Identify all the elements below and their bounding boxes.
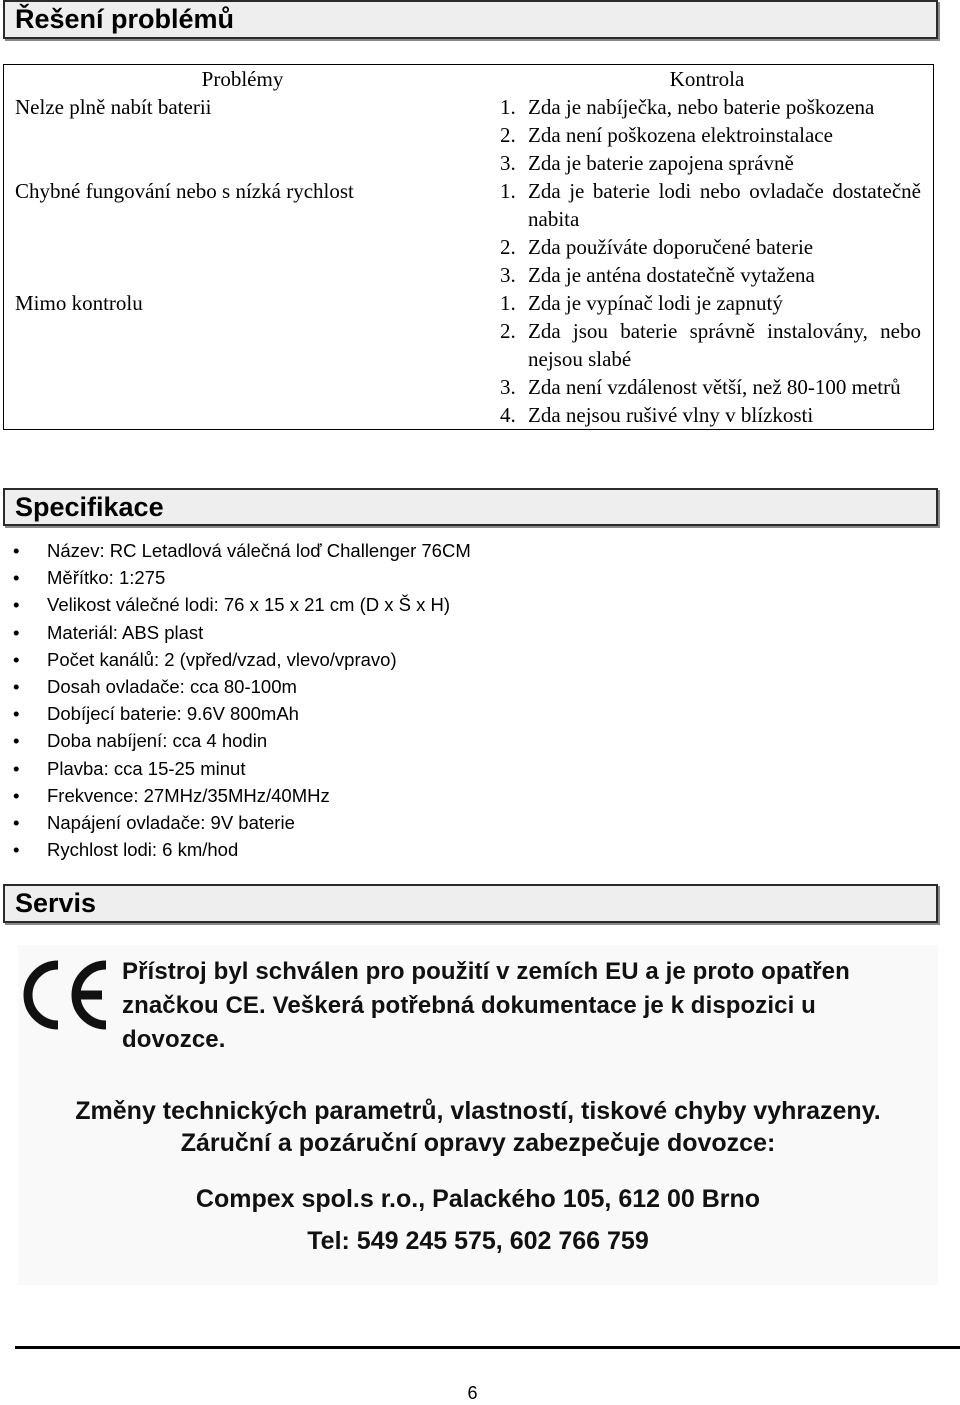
page-number: 6: [467, 1383, 478, 1403]
bullet-icon: •: [13, 648, 20, 670]
bullet-icon: •: [13, 784, 20, 806]
check-item: 2. Zda není poškozena elektroinstalace: [500, 123, 833, 147]
problem-cell: Chybné fungování nebo s nízká rychlost: [15, 179, 354, 203]
table-row: [4, 177, 934, 289]
check-item: 2. Zda používáte doporučené baterie: [500, 235, 814, 259]
list-item: • Doba nabíjení: cca 4 hodin: [0, 727, 471, 754]
company-phone: Tel: 549 245 575, 602 766 759: [307, 1227, 649, 1255]
list-item: • Velikost válečné lodi: 76 x 15 x 21 cm (D x Š x H): [0, 591, 471, 618]
company-address: Compex spol.s r.o., Palackého 105, 612 00 Brno: [195, 1185, 761, 1213]
check-item: 1. Zda je baterie lodi nebo ovladače dostatečně nabita: [500, 179, 921, 231]
list-item: • Napájení ovladače: 9V baterie: [0, 809, 471, 836]
bullet-icon: •: [13, 812, 20, 834]
bullet-icon: •: [13, 594, 20, 616]
list-item: • Plavba: cca 15-25 minut: [0, 755, 471, 782]
checks-cell: [481, 289, 934, 430]
ce-line: dovozce.: [122, 1026, 226, 1053]
list-item: • Měřítko: 1:275: [0, 564, 471, 591]
bullet-icon: •: [13, 676, 20, 698]
list-item: • Počet kanálů: 2 (vpřed/vzad, vlevo/vpravo): [0, 646, 471, 673]
troubleshooting-table: [3, 64, 934, 430]
bullet-icon: •: [13, 567, 20, 589]
troubleshooting-heading: Řešení problémů: [3, 0, 938, 39]
service-heading: Servis: [3, 884, 938, 923]
problem-cell: Nelze plně nabít baterii: [15, 95, 212, 119]
ce-line: Přístroj byl schválen pro použití v zemích EU a je proto opatřen: [122, 958, 850, 985]
ce-mark-icon: [22, 957, 118, 1033]
list-item: • Materiál: ABS plast: [0, 619, 471, 646]
bullet-icon: •: [13, 757, 20, 779]
problems-column-header: Problémy: [201, 67, 284, 91]
bullet-icon: •: [13, 540, 20, 561]
check-item: 4. Zda nejsou rušivé vlny v blízkosti: [500, 403, 814, 427]
check-item: 3. Zda není vzdálenost větší, než 80-100 metrů: [500, 375, 901, 399]
specs-heading: Specifikace: [3, 488, 938, 526]
ce-line: značkou CE. Veškerá potřebná dokumentace je k dispozici u: [122, 992, 816, 1019]
warranty-notice: Záruční a pozáruční opravy zabezpečuje dovozce:: [180, 1129, 776, 1157]
table-row: [4, 93, 934, 177]
list-item: • Frekvence: 27MHz/35MHz/40MHz: [0, 782, 471, 809]
checks-list: [481, 93, 921, 177]
checks-list: [481, 177, 921, 289]
check-item: 1. Zda je nabíječka, nebo baterie poškozena: [500, 95, 875, 119]
checks-cell: [481, 177, 934, 289]
bullet-icon: •: [13, 621, 20, 643]
list-item: • Název: RC Letadlová válečná loď Challenger 76CM: [0, 537, 471, 564]
checks-cell: [481, 93, 934, 177]
list-item: • Rychlost lodi: 6 km/hod: [0, 836, 471, 863]
list-item: • Dosah ovladače: cca 80-100m: [0, 673, 471, 700]
list-item: • Dobíjecí baterie: 9.6V 800mAh: [0, 700, 471, 727]
footer-divider: [15, 1346, 960, 1349]
check-item: 3. Zda je anténa dostatečně vytažena: [500, 263, 815, 287]
table-row: [4, 289, 934, 430]
spec-list: [0, 537, 471, 863]
service-notice-image: [18, 945, 938, 1285]
table-header-row: [4, 65, 934, 94]
ce-declaration: [122, 955, 922, 1057]
checks-list: [481, 289, 921, 429]
changes-notice: Změny technických parametrů, vlastností, tiskové chyby vyhrazeny.: [75, 1097, 881, 1125]
checks-column-header: Kontrola: [669, 67, 745, 91]
bullet-icon: •: [13, 703, 20, 725]
check-item: 1. Zda je vypínač lodi je zapnutý: [500, 291, 783, 315]
check-item: 2. Zda jsou baterie správně instalovány, nebo nejsou slabé: [500, 319, 921, 371]
bullet-icon: •: [13, 730, 20, 752]
problem-cell: Mimo kontrolu: [15, 291, 143, 315]
check-item: 3. Zda je baterie zapojena správně: [500, 151, 794, 175]
bullet-icon: •: [13, 839, 20, 861]
